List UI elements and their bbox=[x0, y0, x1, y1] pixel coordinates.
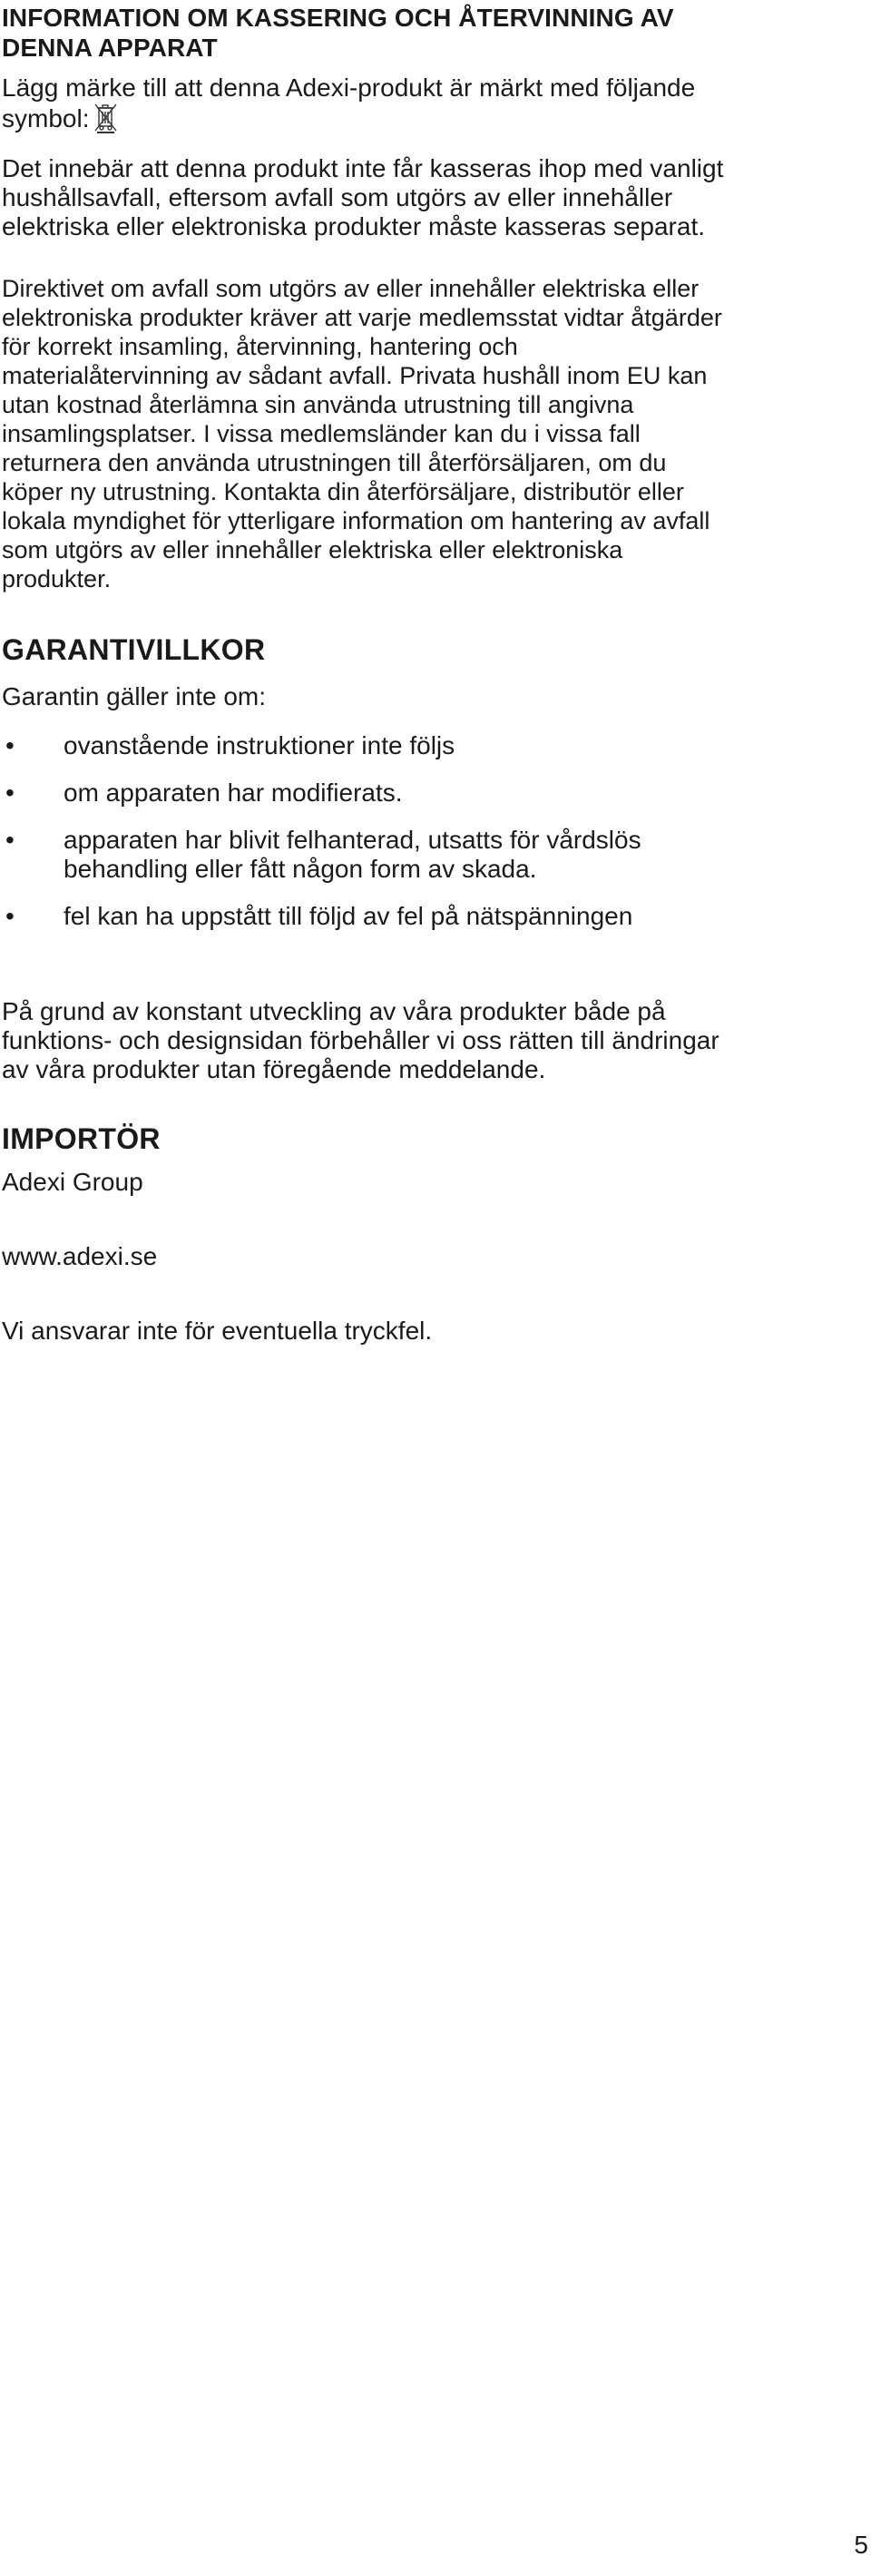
importer-heading: IMPORTÖR bbox=[2, 1122, 161, 1155]
text-line: insamlingsplatser. I vissa medlemsländer kan du i vissa fall bbox=[2, 420, 641, 447]
list-item-text: om apparaten har modifierats. bbox=[64, 779, 403, 807]
list-item-text: behandling eller fått någon form av skada. bbox=[64, 855, 537, 883]
bullet-icon: • bbox=[5, 779, 15, 807]
text-line: köper ny utrustning. Kontakta din återförsäljare, distributör eller bbox=[2, 478, 684, 505]
text-line: På grund av konstant utveckling av våra produkter både på bbox=[2, 997, 666, 1025]
disposal-paragraph-separate bbox=[2, 154, 868, 241]
text-line: hushållsavfall, eftersom avfall som utgörs av eller innehåller bbox=[2, 183, 673, 211]
disposal-paragraph-directive bbox=[2, 274, 868, 593]
text-line: utan kostnad återlämna sin använda utrustning till angivna bbox=[2, 391, 634, 418]
bullet-icon: • bbox=[5, 731, 15, 759]
list-item-text: ovanstående instruktioner inte följs bbox=[64, 731, 455, 759]
list-item bbox=[2, 902, 868, 931]
page-content bbox=[2, 0, 868, 1346]
text-line: elektriska eller elektroniska produkter måste kasseras separat. bbox=[2, 212, 706, 240]
disposal-intro-line2: symbol: bbox=[2, 104, 90, 132]
text-line: för korrekt insamling, återvinning, hantering och bbox=[2, 333, 518, 360]
disposal-heading-line2: DENNA APPARAT bbox=[2, 34, 218, 62]
text-line: som utgörs av eller innehåller elektriska eller elektroniska bbox=[2, 536, 623, 563]
printing-disclaimer: Vi ansvarar inte för eventuella tryckfel. bbox=[2, 1317, 433, 1345]
warranty-section bbox=[2, 633, 868, 1084]
importer-website: www.adexi.se bbox=[2, 1242, 158, 1270]
bullet-icon: • bbox=[5, 902, 15, 930]
text-line: Det innebär att denna produkt inte får kasseras ihop med vanligt bbox=[2, 154, 724, 182]
disposal-heading-line1: INFORMATION OM KASSERING OCH ÅTERVINNING AV bbox=[2, 4, 674, 32]
text-line: returnera den använda utrustningen till återförsäljaren, om du bbox=[2, 449, 667, 476]
warranty-intro: Garantin gäller inte om: bbox=[2, 682, 267, 710]
disposal-heading bbox=[2, 0, 868, 63]
importer-company: Adexi Group bbox=[2, 1168, 143, 1196]
list-item bbox=[2, 826, 868, 884]
text-line: produkter. bbox=[2, 565, 112, 593]
warranty-heading: GARANTIVILLKOR bbox=[2, 633, 266, 666]
text-line: lokala myndighet för ytterligare information om hantering av avfall bbox=[2, 507, 710, 534]
bullet-icon: • bbox=[5, 826, 15, 854]
text-line: av våra produkter utan föregående meddelande. bbox=[2, 1055, 546, 1083]
page-number: 5 bbox=[854, 2531, 868, 2559]
text-line: materialåtervinning av sådant avfall. Privata hushåll inom EU kan bbox=[2, 362, 708, 389]
product-change-notice bbox=[2, 997, 868, 1084]
crossed-out-wheelie-bin-icon bbox=[94, 103, 118, 133]
importer-section bbox=[2, 1122, 868, 1346]
text-line: elektroniska produkter kräver att varje medlemsstat vidtar åtgärder bbox=[2, 304, 722, 331]
warranty-exclusions-list bbox=[2, 731, 868, 931]
text-line: Direktivet om avfall som utgörs av eller innehåller elektriska eller bbox=[2, 275, 700, 302]
list-item-text: apparaten har blivit felhanterad, utsatts för vårdslös bbox=[64, 826, 641, 854]
disposal-intro bbox=[2, 73, 868, 133]
list-item bbox=[2, 779, 868, 808]
list-item-text: fel kan ha uppstått till följd av fel på nätspänningen bbox=[64, 902, 633, 930]
list-item bbox=[2, 731, 868, 760]
disposal-section bbox=[2, 0, 868, 593]
text-line: funktions- och designsidan förbehåller vi oss rätten till ändringar bbox=[2, 1026, 719, 1054]
disposal-intro-line1: Lägg märke till att denna Adexi-produkt är märkt med följande bbox=[2, 73, 696, 102]
